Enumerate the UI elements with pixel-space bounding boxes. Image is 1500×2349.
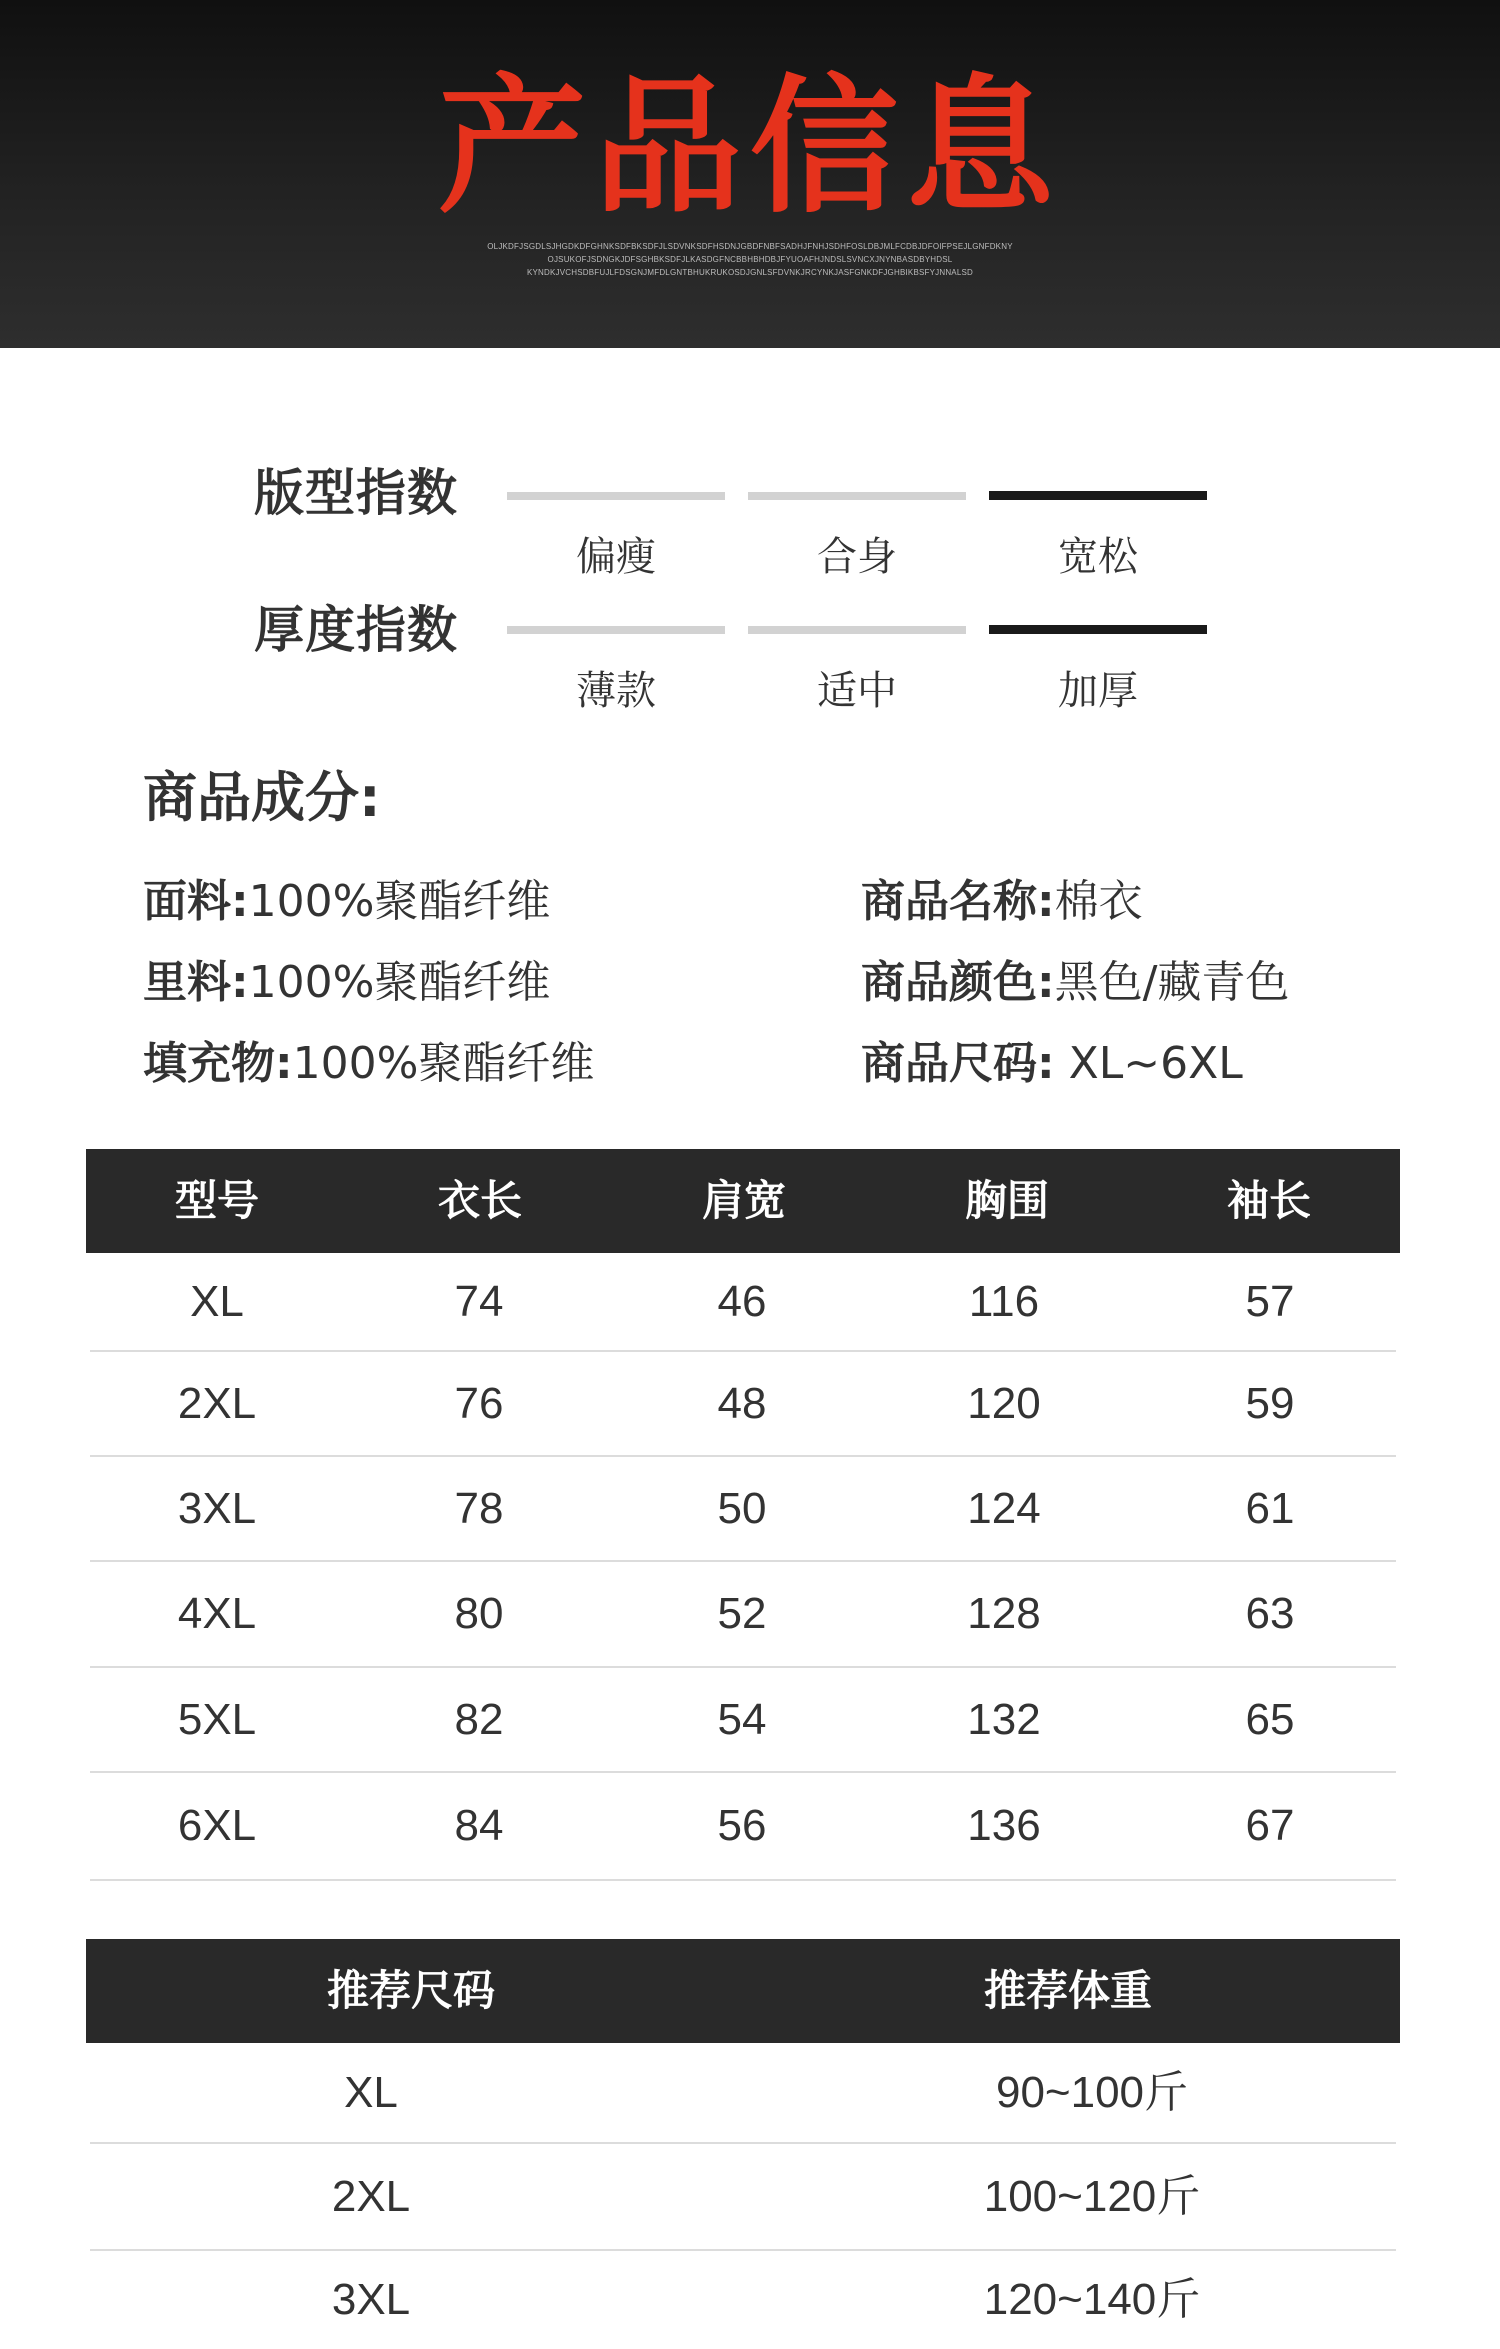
weight-table-cell: 90~100斤 bbox=[995, 2068, 1189, 2117]
attr-filling bbox=[143, 1036, 594, 1092]
attr-product-name bbox=[861, 874, 1143, 930]
attr-key: 里料: bbox=[143, 957, 249, 1008]
size-table-cell: 6XL bbox=[177, 1801, 257, 1850]
size-table-cell: 65 bbox=[1245, 1695, 1295, 1744]
weight-table-header-cell: 推荐尺码 bbox=[326, 1966, 495, 2015]
weight-table-row bbox=[90, 2144, 1396, 2251]
attr-product-size bbox=[861, 1036, 1243, 1092]
weight-table-header bbox=[86, 1939, 1400, 2043]
fit-index-bar-loose bbox=[989, 491, 1207, 500]
size-table-cell: 132 bbox=[967, 1695, 1041, 1744]
size-table-cell: 52 bbox=[717, 1589, 767, 1638]
size-table-cell: 116 bbox=[968, 1277, 1040, 1326]
composition-title: 商品成分: bbox=[143, 766, 381, 829]
page-title: 产品信息 bbox=[438, 61, 1062, 233]
size-table-cell: 46 bbox=[717, 1277, 767, 1326]
size-table-cell: 76 bbox=[454, 1379, 504, 1428]
fit-index-bar-regular bbox=[748, 492, 966, 500]
thickness-index-bar-thin bbox=[507, 626, 725, 634]
thickness-index-bar-medium bbox=[748, 626, 966, 634]
weight-table-cell: XL bbox=[344, 2068, 398, 2117]
size-table-row bbox=[90, 1562, 1396, 1668]
size-table-cell: 136 bbox=[967, 1801, 1041, 1850]
fit-index-label: 版型指数 bbox=[254, 464, 458, 522]
size-table-cell: 78 bbox=[454, 1484, 504, 1533]
attr-key: 填充物: bbox=[143, 1038, 293, 1089]
decorative-caption-line: OLJKDFJSGDLSJHGDKDFGHNKSDFBKSDFJLSDVNKSDFHSDNJGBDFNBFSADHJFNHJSDHFOSLDBJMLFCDBJDFOIFPSEJLGNFDKNY bbox=[487, 242, 1013, 251]
attr-value: 100%聚酯纤维 bbox=[248, 957, 551, 1008]
size-table-cell: 61 bbox=[1245, 1484, 1295, 1533]
thickness-index-option-selected: 加厚 bbox=[1058, 668, 1138, 714]
size-table-cell: 5XL bbox=[177, 1695, 257, 1744]
fit-index-option: 偏瘦 bbox=[576, 534, 656, 580]
attr-value: 棉衣 bbox=[1054, 876, 1143, 927]
size-table-cell: 120 bbox=[967, 1379, 1041, 1428]
size-table-header-cell: 肩宽 bbox=[701, 1176, 786, 1225]
size-table-cell: 82 bbox=[454, 1695, 504, 1744]
size-table-cell: 50 bbox=[717, 1484, 767, 1533]
weight-table-cell: 120~140斤 bbox=[983, 2275, 1201, 2324]
attr-lining bbox=[143, 955, 550, 1011]
decorative-caption-line: KYNDKJVCHSDBFUJLFDSGNJMFDLGNTBHUKRUKOSDJGNLSFDVNKJRCYNKJASFGNKDFJGHBIKBSFYJNNALSD bbox=[526, 268, 974, 277]
decorative-caption-line: OJSUKOFJSDNGKJDFSGHBKSDFJLKASDGFNCBBHBHDBJFYUOAFHJNDSLSVNCXJNYNBASDBYHDSL bbox=[547, 255, 953, 264]
size-table-header-cell: 胸围 bbox=[964, 1176, 1049, 1225]
size-table-cell: 2XL bbox=[177, 1379, 257, 1428]
attr-key: 面料: bbox=[143, 876, 249, 927]
size-table-cell: XL bbox=[190, 1277, 244, 1326]
fit-index-option-selected: 宽松 bbox=[1058, 534, 1138, 580]
attr-value: 黑色/藏青色 bbox=[1054, 957, 1290, 1008]
decorative-caption bbox=[440, 240, 1060, 279]
size-table-cell: 54 bbox=[717, 1695, 767, 1744]
size-table-cell: 57 bbox=[1245, 1277, 1295, 1326]
attr-value: 100%聚酯纤维 bbox=[248, 876, 551, 927]
size-table-header bbox=[86, 1149, 1400, 1253]
size-table-cell: 124 bbox=[967, 1484, 1041, 1533]
size-table-cell: 3XL bbox=[177, 1484, 257, 1533]
size-table-row bbox=[90, 1668, 1396, 1773]
attr-value: XL~6XL bbox=[1054, 1038, 1243, 1089]
weight-table-row bbox=[90, 2251, 1396, 2349]
size-table-row bbox=[90, 1352, 1396, 1457]
size-table-cell: 84 bbox=[454, 1801, 504, 1850]
attr-key: 商品颜色: bbox=[861, 957, 1055, 1008]
weight-table-row bbox=[90, 2043, 1396, 2144]
size-table-cell: 56 bbox=[717, 1801, 767, 1850]
attr-outer-fabric bbox=[143, 874, 550, 930]
size-table-cell: 48 bbox=[717, 1379, 767, 1428]
weight-table-cell: 3XL bbox=[331, 2275, 411, 2324]
size-table-header-cell: 型号 bbox=[174, 1176, 259, 1225]
header-banner bbox=[0, 0, 1500, 348]
attr-product-color bbox=[861, 955, 1289, 1011]
weight-table-cell: 100~120斤 bbox=[983, 2172, 1201, 2221]
size-table-cell: 4XL bbox=[177, 1589, 257, 1638]
thickness-index-option: 适中 bbox=[817, 668, 897, 714]
attr-value: 100%聚酯纤维 bbox=[292, 1038, 595, 1089]
size-table-cell: 74 bbox=[454, 1277, 504, 1326]
thickness-index-label: 厚度指数 bbox=[254, 601, 458, 659]
size-table-cell: 59 bbox=[1245, 1379, 1295, 1428]
size-table-cell: 63 bbox=[1245, 1589, 1295, 1638]
size-table-cell: 67 bbox=[1245, 1801, 1295, 1850]
thickness-index-option: 薄款 bbox=[576, 668, 656, 714]
weight-table-header-cell: 推荐体重 bbox=[983, 1966, 1152, 2015]
size-table-cell: 80 bbox=[454, 1589, 504, 1638]
fit-index-option: 合身 bbox=[817, 534, 897, 580]
thickness-index-bar-thick bbox=[989, 625, 1207, 634]
size-table-header-cell: 衣长 bbox=[437, 1176, 522, 1225]
fit-index-bar-slim bbox=[507, 492, 725, 500]
size-table-row bbox=[90, 1773, 1396, 1881]
size-table-row bbox=[90, 1457, 1396, 1562]
size-table-row bbox=[90, 1253, 1396, 1352]
attr-key: 商品名称: bbox=[861, 876, 1055, 927]
attr-key: 商品尺码: bbox=[861, 1038, 1055, 1089]
size-table-header-cell: 袖长 bbox=[1226, 1176, 1311, 1225]
weight-table-cell: 2XL bbox=[331, 2172, 411, 2221]
size-table-cell: 128 bbox=[967, 1589, 1041, 1638]
